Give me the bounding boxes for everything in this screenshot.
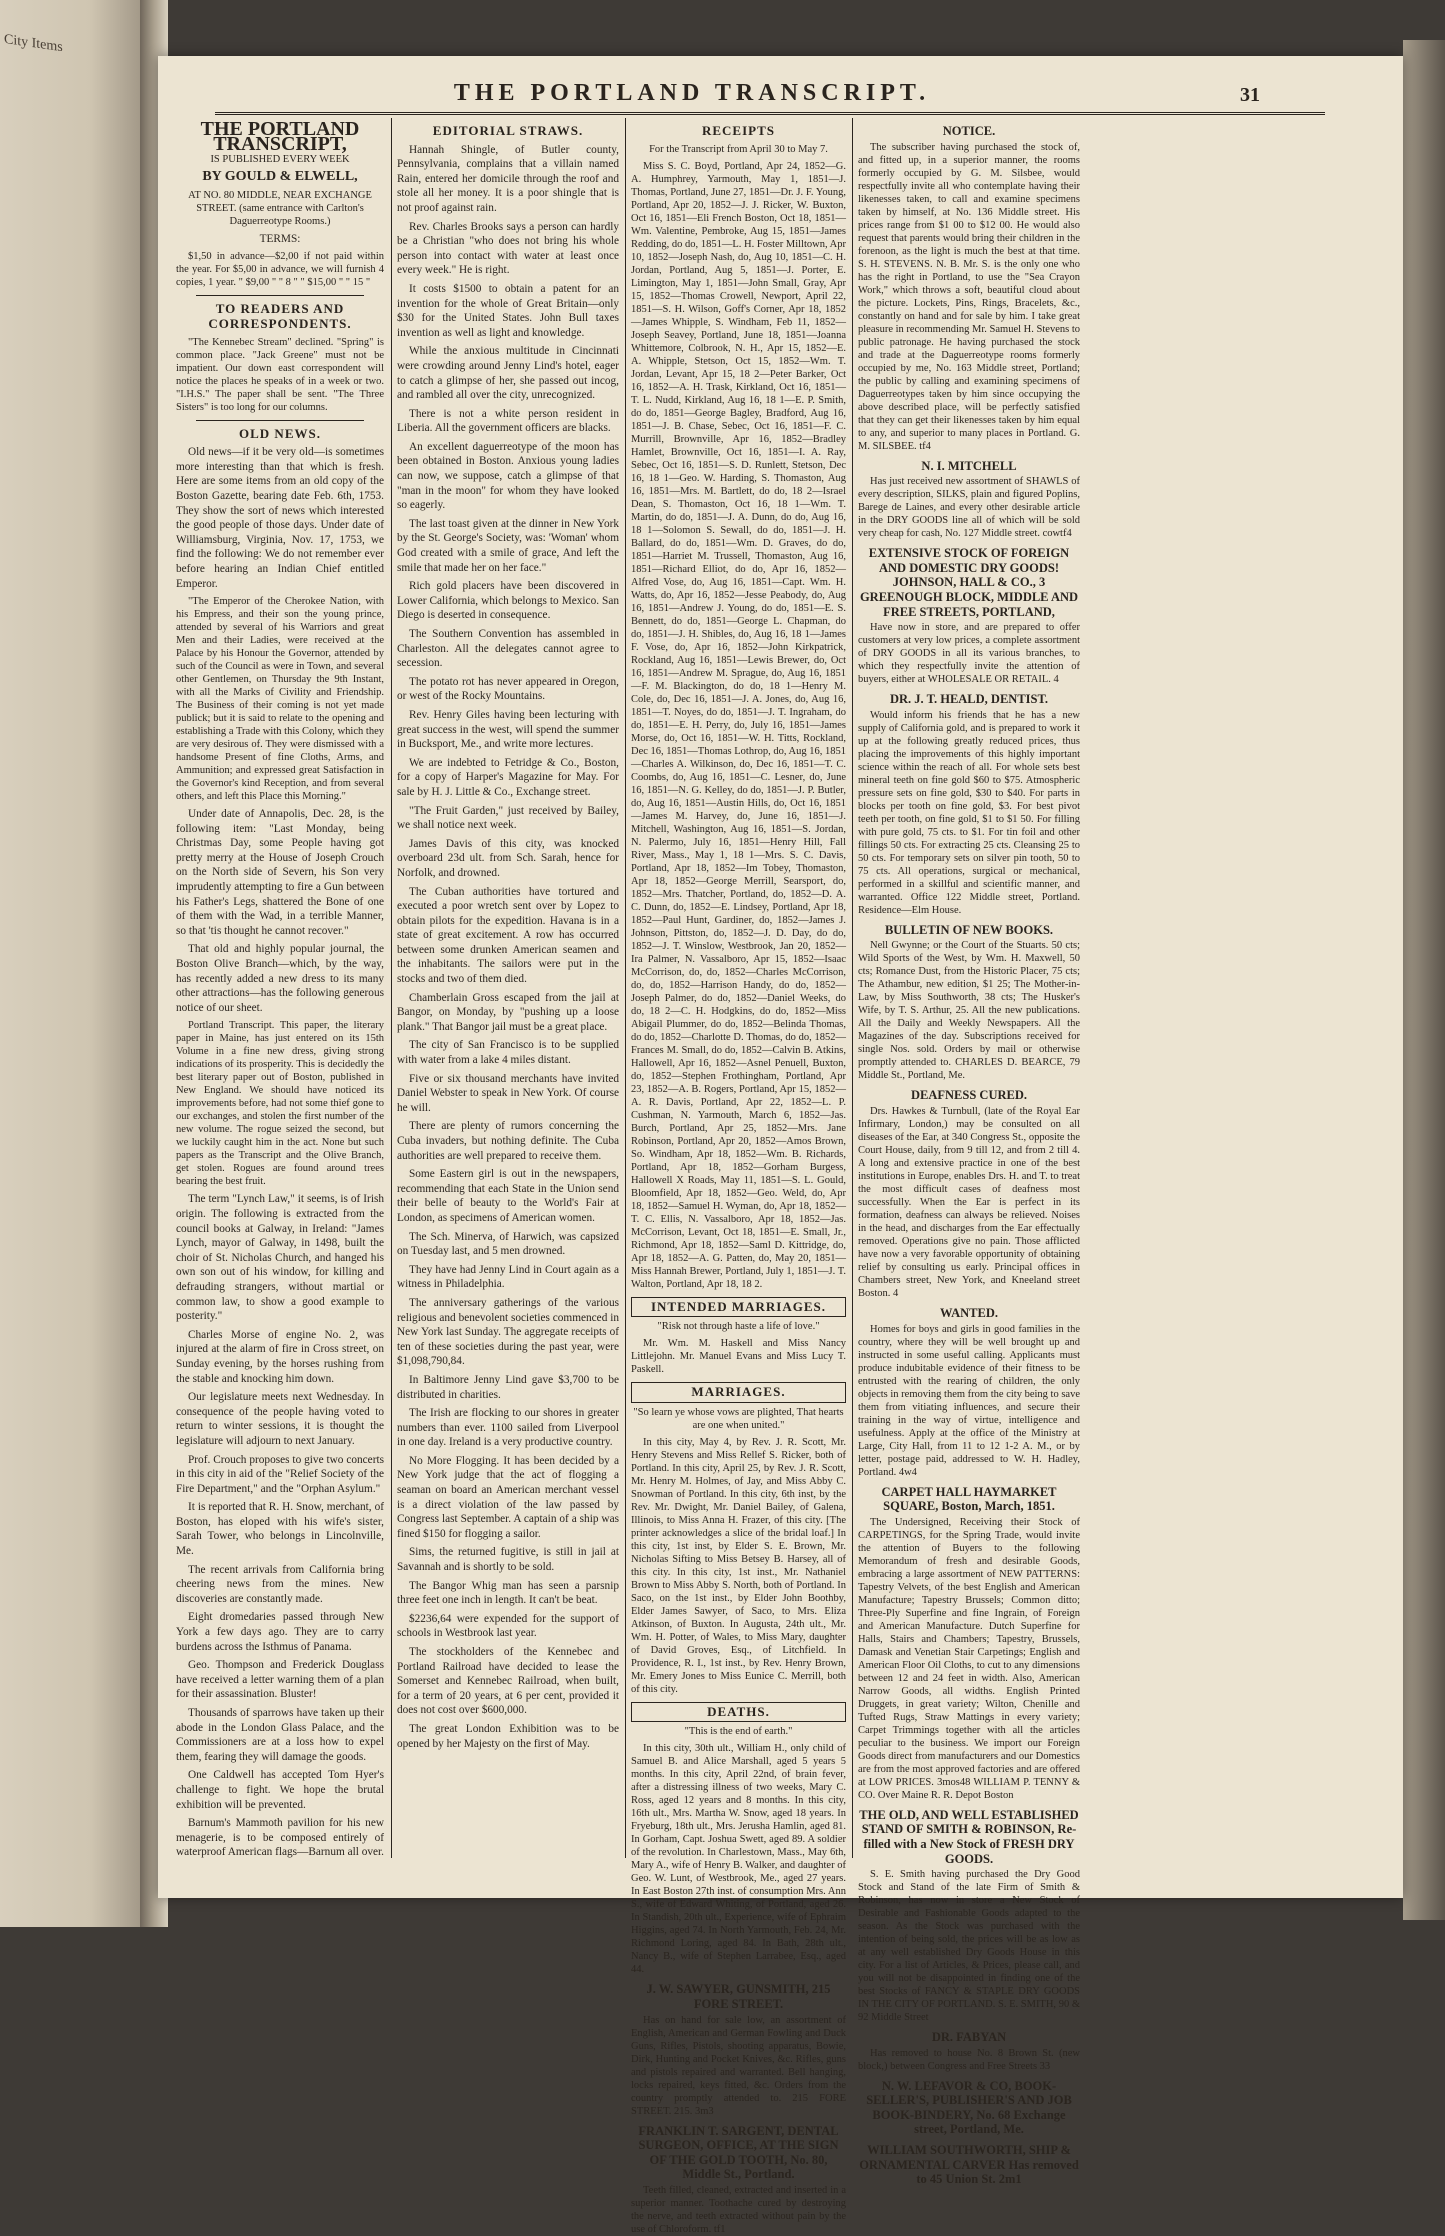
column-2	[397, 118, 619, 1858]
notice-text: The subscriber having purchased the stock of, and fitted up, in a superior manner, the rooms formerly occupied by G. M. Silsbee, would respectfully invite all who contemplate having their likenesses taken, to call and examine specimens taken by himself, at No. 136 Middle street. His prices range from $1 00 to $12 00. He would also request that parents would bring their children in the forenoon, as the light is much the best at that time. S. H. STEVENS. N. B. Mr. S. is the only one who has the right in Portland, to use the "Sea Crayon Work," which throws a soft, beautiful cloud about the picture. Lockets, Pins, Rings, Bracelets, &c., constantly on hand and for sale by him. I take great pleasure in recommending Mr. Samuel H. Stevens to public patronage. He having purchased the stock and trade at the Daguerreotype rooms formerly occupied by me, No. 163 Middle street, Portland; the public by calling and examining specimens of Daguerreotypes taken by him since occupying the above described place, will be perfectly satisfied that they can get their likenesses taken by him equal to any, and superior to many places in Portland. G. M. SILSBEE. tf4	[858, 141, 1080, 452]
page-number: 31	[1240, 84, 1260, 106]
article-paragraph: Under date of Annapolis, Dec. 28, is the following item: "Last Monday, being Christmas Day, some People having got pretty merry at the House of Joseph Crouch on the North side of Severn, his Son very imprudently attempting to fire a Gun between his Father's Legs, shattered the Bone of one of them with the Wad, in a terrible Manner, so that 'tis thought he cannot recover."	[176, 808, 384, 937]
editorial-item: The Irish are flocking to our shores in greater numbers than ever. 1100 sailed from Liverpool in one day. Ireland is a very productive country.	[397, 1407, 619, 1449]
column-1	[176, 118, 384, 1858]
deaths-quote: "This is the end of earth."	[684, 1726, 793, 1738]
correspondents-heading: TO READERS AND CORRESPONDENTS.	[208, 301, 352, 331]
smith-text: S. E. Smith having purchased the Dry Good Stock and Stand of the late Firm of Smith & Robinson, has now in store a New Stock of Desirable and Fashionable Goods adapted to the season. As the Stock was purchased with the intention of being sold, the prices will be as low as at any well established Dry Goods House in this city. For a list of Articles, & Prices, please call, and you will not be disappointed in finding one of the best Stocks of FANCY & STAPLE DRY GOODS IN THE CITY OF PORTLAND. S. E. SMITH, 90 & 92 Middle Street	[858, 1869, 1080, 2024]
publisher-line: BY GOULD & ELWELL,	[202, 169, 358, 185]
publication-title: THE PORTLAND TRANSCRIPT,	[200, 118, 360, 155]
editorial-item: There are plenty of rumors concerning the Cuba invaders, but nothing definite. The Cuba authorities are well prepared to receive them.	[397, 1120, 619, 1162]
published-line: IS PUBLISHED EVERY WEEK	[210, 154, 350, 166]
notice-heading: NOTICE.	[942, 124, 996, 138]
article-paragraph: "The Emperor of the Cherokee Nation, with his Empress, and their son the young prince, attended by several of his Warriors and great Men and their Ladies, were received at the Palace by his Honour the Governor, attended by such of the Council as were in Town, and several other Gentlemen, on Thursday the 9th Instant, with all the Marks of Civility and Friendship. The Business of their coming is not yet made publick; but it is said to relate to the opening and establishing a Trade with this Colony, which they are very desirous of. They were dismissed with a handsome Present of fine Cloths, Arms, and Ammunition; and expressed great Satisfaction in the Governor's kind Reception, and from several others, and left this Place this Morning."	[176, 596, 384, 803]
editorial-item: Chamberlain Gross escaped from the jail at Bangor, on Monday, by "pushing up a loose plank." That Bangor jail must be a great place.	[397, 991, 619, 1033]
divider	[196, 295, 364, 296]
page-edges	[1403, 40, 1445, 1920]
article-paragraph: Thousands of sparrows have taken up their abode in the London Glass Palace, and the Commissioners are at a loss how to expel them, fearing they will damage the goods.	[176, 1707, 384, 1763]
receipts-heading: RECEIPTS	[701, 123, 776, 138]
editorial-item: No More Flogging. It has been decided by a New York judge that the act of flogging a seaman on board an American merchant vessel is a direct violation of the law passed by Congress last September. A captain of a ship was fined $150 for flogging a sailor.	[397, 1454, 619, 1540]
deaths-heading: DEATHS.	[631, 1702, 846, 1723]
editorial-item: The city of San Francisco is to be supplied with water from a lake 4 miles distant.	[397, 1039, 619, 1067]
article-paragraph: It is reported that R. H. Snow, merchant, of Boston, has eloped with his wife's sister, Sarah Tower, who belongs in Lincolnville, Me.	[176, 1501, 384, 1558]
article-paragraph: One Caldwell has accepted Tom Hyer's challenge to fight. We hope the brutal exhibition will be prevented.	[176, 1769, 384, 1811]
books-heading: BULLETIN OF NEW BOOKS.	[884, 922, 1054, 937]
left-page-fragment: City Items	[4, 32, 63, 56]
editorial-item: Rich gold placers have been discovered in Lower California, which belongs to Mexico. San Diego is deserted in consequence.	[397, 580, 619, 622]
fabyan-heading: DR. FABYAN	[931, 2030, 1007, 2045]
editorial-item: In Baltimore Jenny Lind gave $3,700 to be distributed in charities.	[397, 1373, 619, 1401]
johnson-heading: EXTENSIVE STOCK OF FOREIGN AND DOMESTIC DRY GOODS! JOHNSON, HALL & CO., 3 GREENOUGH BLOCK, MIDDLE AND FREE STREETS, PORTLAND,	[859, 546, 1079, 619]
article-paragraph: Prof. Crouch proposes to give two concerts in this city in aid of the "Relief Society of the Fire Department," and the "Orphan Asylum."	[176, 1453, 384, 1495]
editorial-item: The stockholders of the Kennebec and Portland Railroad have decided to lease the Somerset and Kennebec Railroad, when built, for a term of 20 years, at 6 per cent, provided it does not cost over $600,000.	[397, 1646, 619, 1717]
wanted-text: Homes for boys and girls in good families in the country, where they will be well brought up and instructed in some useful calling. Applicants must produce indubitable evidence of their fitness to be entrusted with the rearing of children, the only objects in removing them from the city being to save them from vitiating influences, and secure their training in the way of virtue, intelligence and usefulness. Apply at the office of the Ministry at Large, City Hall, from 11 to 12 1-2 A. M., or by letter, postage paid, addressed to W. H. Hadley, Portland. 4w4	[858, 1323, 1080, 1478]
editorial-item: Sims, the returned fugitive, is still in jail at Savannah and is shortly to be sold.	[397, 1546, 619, 1574]
deafness-heading: DEAFNESS CURED.	[911, 1088, 1027, 1103]
editorial-item: Hannah Shingle, of Butler county, Pennsylvania, complains that a villain named Rain, entered her domicile through the roof and stole all her money. It is a poor shingle that is not proof against rain.	[397, 143, 619, 214]
editorial-item: While the anxious multitude in Cincinnati were crowding around Jenny Lind's hotel, eager to catch a glimpse of her, she passed out incog, and rambled all over the city, unrecognized.	[397, 345, 619, 402]
article-paragraph: The recent arrivals from California bring cheering news from the mines. New discoveries are constantly made.	[176, 1563, 384, 1605]
heald-heading: DR. J. T. HEALD, DENTIST.	[889, 692, 1049, 707]
intended-quote: "Risk not through haste a life of love."	[657, 1321, 820, 1333]
editorial-item: We are indebted to Fetridge & Co., Boston, for a copy of Harper's Magazine for May. For sale by H. J. Little & Co., Exchange street.	[397, 756, 619, 798]
sargent-ad-heading: FRANKLIN T. SARGENT, DENTAL SURGEON, OFFICE, AT THE SIGN OF THE GOLD TOOTH, No. 80, Middle St., Portland.	[638, 2123, 839, 2182]
editorial-item: It costs $1500 to obtain a patent for an invention for the whole of Great Britain—only $30 for the United States. John Bull taxes invention as well as light and knowledge.	[397, 282, 619, 339]
fabyan-text: Has removed to house No. 8 Brown St. (new block,) between Congress and Free Streets 33	[858, 2047, 1080, 2072]
receipts-subheading: For the Transcript from April 30 to May 7.	[649, 143, 828, 155]
smith-heading: THE OLD, AND WELL ESTABLISHED STAND OF SMITH & ROBINSON, Re-filled with a New Stock of FRESH DRY GOODS.	[859, 1807, 1079, 1866]
article-paragraph: Our legislature meets next Wednesday. In consequence of the people having voted to return to winter sessions, it is thought the legislature will adjourn to next January.	[176, 1391, 384, 1447]
editorial-item: The anniversary gatherings of the various religious and benevolent societies commenced in New York last Sunday. The aggregate receipts of ten of these societies during the past year, were $1,098,790,84.	[397, 1296, 619, 1368]
editorial-straws-heading: EDITORIAL STRAWS.	[432, 123, 584, 138]
address-line: AT NO. 80 MIDDLE, NEAR EXCHANGE STREET. (same entrance with Carlton's Daguerreotype Rooms.)	[188, 189, 372, 227]
column-rule	[391, 118, 392, 1858]
carpet-text: The Undersigned, Receiving their Stock of CARPETINGS, for the Spring Trade, would invite the attention of Buyers to the following Memorandum of fresh and desirable Goods, embracing a large assortment of NEW PATTERNS: Tapestry Velvets, of the best English and American Manufacture; Tapestry Brussels; Common ditto; Three-Ply Superfine and fine Ingrain, of Foreign and American Manufacture. Dutch Superfine for Halls, Stairs and Chambers; Tapestry, Brussels, Damask and Venetian Stair Carpetings; English and American Floor Oil Cloths, to cut to any dimensions between 12 and 24 feet in width. Also, American Narrow Goods, all widths. English Printed Druggets, in great variety; Wilton, Chenille and Tufted Rugs, Straw Mattings in every variety; Carpet Trimmings together with all the articles peculiar to the business. We import our Foreign Goods direct from manufacturers and our Domestics are from the most approved factories and are offered at LOW PRICES. 3mos48 WILLIAM P. TENNY & CO. Over Maine R. R. Depot Boston	[858, 1516, 1080, 1801]
marriages-list: In this city, May 4, by Rev. J. R. Scott, Mr. Henry Stevens and Miss Rellef S. Ricker, both of Portland. In this city, April 25, by Rev. J. R. Scott, Mr. Henry M. Holmes, of Jay, and Miss Abby C. Snowman of Portland. In this city, 6th inst, by the Rev. Mr. Dwight, Mr. Daniel Bailey, of Galena, Illinois, to Miss Anna H. Frazer, of this city. [The printer acknowledges a slice of the bridal loaf.] In this city, 1st inst, by Elder S. E. Brown, Mr. Nicholas Sifting to Miss Betsey B. Harsey, all of this city. In this city, 1st inst., Mr. Nathaniel Brown to Miss Abby S. North, both of Portland. In Saco, on the 1st inst., by Elder John Boothby, Elder James Sawyer, of Saco, to Mrs. Eliza Atkinson, of Buxton. In Augusta, 24th ult., Mr. Wm. H. Potter, of Wales, to Miss Mary, daughter of David Groves, Esq., of Litchfield. In Providence, R. I., 1st inst., by Rev. Henry Brown, Mr. Emery Jones to Miss Eunice C. Merrill, both of this city.	[631, 1436, 846, 1695]
editorial-item: There is not a white person resident in Liberia. All the government officers are blacks.	[397, 407, 619, 435]
article-paragraph: Barnum's Mammoth pavilion for his new menagerie, is to be composed entirely of waterproof American flags—Barnum all over.	[176, 1817, 384, 1859]
article-paragraph: Geo. Thompson and Frederick Douglass have received a letter warning them of a plan for their assassination. Bluster!	[176, 1659, 384, 1701]
mitchell-heading: N. I. MITCHELL	[921, 458, 1017, 473]
editorial-item: Five or six thousand merchants have invited Daniel Webster to speak in New York. Of course he will.	[397, 1072, 619, 1114]
carpet-heading: CARPET HALL HAYMARKET SQUARE, Boston, March, 1851.	[881, 1484, 1057, 1514]
marriages-quote: "So learn ye whose vows are plighted, That hearts are one when united."	[633, 1406, 844, 1431]
terms-text: $1,50 in advance—$2,00 if not paid within the year. For $5,00 in advance, we will furnish 4 copies, 1 year. " $9,00 " " 8 " " $15,00 " " 15 "	[176, 251, 384, 289]
editorial-item: James Davis of this city, was knocked overboard 23d ult. from Sch. Sarah, hence for Norfolk, and drowned.	[397, 837, 619, 879]
marriages-heading: MARRIAGES.	[631, 1382, 846, 1403]
article-paragraph: Charles Morse of engine No. 2, was injured at the alarm of fire in Cross street, on Sunday evening, by the horses rushing from the stable and knocking him down.	[176, 1328, 384, 1385]
article-paragraph: Old news—if it be very old—is sometimes more interesting than that which is fresh. Here are some items from an old copy of the Boston Gazette, bearing date Feb. 6th, 1753. They show the sort of news which interested the good people of those days. Under date of Williamsburg, Virginia, Nov. 17, 1753, we find the following: We do not remember ever before hearing an Indian Chief entitled Emperor.	[176, 446, 384, 590]
article-paragraph: The term "Lynch Law," it seems, is of Irish origin. The following is extracted from the council books at Galway, in Ireland: "James Lynch, mayor of Galway, in 1498, built the choir of St. Nicholas Church, and hanged his own son out of his window, for killing and defrauding strangers, without martial or common law, to show a good example to posterity."	[176, 1193, 384, 1323]
editorial-item: Some Eastern girl is out in the newspapers, recommending that each State in the Union send their belle of beauty to the World's Fair at London, as specimens of American women.	[397, 1168, 619, 1224]
correspondents-text: "The Kennebec Stream" declined. "Spring" is common place. "Jack Greene" must not be impatient. Our down east correspondent will notice the places he speaks of in a week or two. "I.H.S." The paper shall be sent. "The Three Sisters" is too long for our columns.	[176, 336, 384, 413]
editorial-item: The great London Exhibition was to be opened by her Majesty on the first of May.	[397, 1722, 619, 1750]
column-4	[858, 118, 1080, 2187]
sargent-ad-text: Teeth filled, cleaned, extracted and inserted in a superior manner. Toothache cured by destroying the nerve, and teeth extracted without pain by the use of Chloroform. tf1	[631, 2184, 846, 2235]
editorial-item: Rev. Charles Brooks says a person can hardly be a Christian "who does not bring his whole person into contact with water at least once every week." He is right.	[397, 220, 619, 277]
masthead	[232, 80, 1152, 107]
editorial-item: The last toast given at the dinner in New York by the St. George's Society, was: 'Woman' whom God created with a smile of grace, And left the smile that made her on her face."	[397, 517, 619, 574]
editorial-item: They have had Jenny Lind in Court again as a witness in Philadelphia.	[397, 1263, 619, 1291]
divider	[196, 420, 364, 421]
receipts-list: Miss S. C. Boyd, Portland, Apr 24, 1852—G. A. Humphrey, Yarmouth, May 1, 1851—J. Thomas, Portland, June 27, 1851—Dr. J. F. Young, Portland, Apr 20, 1852—J. J. Ricker, W. Buxton, Oct 16, 1851—Eli French Boston, Oct 18, 1851—Wm. Valentine, Pembroke, Aug 15, 1851—James Redding, do do, 1851—L. H. Foster Milltown, Apr 10, 1852—Joseph Nash, do, Aug 10, 1851—C. H. Jordan, Portland, Aug 5, 1851—J. Porter, E. Limington, May 1, 1851—John Small, Gray, Apr 15, 1852—Thomas Crowell, Newport, April 22, 1851—S. H. Wilson, Goff's Corner, Apr 18, 1852—James Whipple, S. Windham, Feb 11, 1852—Joseph Seavey, Portland, June 18, 1851—Joanna Whittemore, Colbrook, N. H., Apr 15, 1852—E. A. Whipple, Stetson, Oct 15, 1852—Wm. T. Jordan, Levant, Apr 15, 18 2—Peter Barker, Oct 16, 1852—A. H. Trask, Kirkland, Oct 16, 1851—T. L. Nudd, Kirkland, Aug 16, 18 1—E. P. Smith, do do, 1851—George Bagley, Bradford, Aug 16, 1851—J. B. Chase, Sebec, Oct 16, 1851—F. C. Murrill, Brownville, Apr 16, 1852—Bradley Hamlet, Brownville, Oct 16, 1851—I. A. Ray, Sebec, Oct 16, 1851—S. D. Runlett, Stetson, Dec 16, 18 1—Geo. W. Harding, S. Thomaston, Aug 16, 1851—Mrs. M. Bartlett, do do, 18 2—Israel Dean, S. Thomaston, Oct 16, 18 1—Wm. T. Martin, do do, 1851—J. A. Dunn, do do, Aug 16, 18 1—Solomon S. Sewall, do do, 1851—J. H. Ballard, do do, 1851—Wm. D. Graves, do do, 1851—Harriet M. Trussell, Thomaston, Aug 16, 1851—Richard Elliot, do do, Apr 16, 1852—Alfred Vose, do, Aug 16, 1851—Capt. Wm. H. Watts, do, Apr 16, 1852—Jesse Peabody, do, Aug 16, 1851—Andrew J. Young, do do, 1851—E. S. Bennett, do do, 1851—George L. Chapman, do do, 1851—J. H. Shibles, do, Aug 16, 18 1—James F. Vose, do, Apr 16, 1852—John Kirkpatrick, Rockland, Aug 16, 1851—Lewis Brewer, do, Oct 16, 1851—Andrew M. Sprague, do, Aug 16, 1851—F. M. Blackington, do do, 18 1—Henry M. Cole, do, Dec 16, 1851—J. A. Jones, do, Aug 16, 1851—T. Noyes, do do, 1851—J. T. Ingraham, do do, 1851—E. H. Perry, do, July 16, 1851—James Morse, do, Oct 16, 1851—W. H. Titts, Rockland, Dec 16, 1851—Thomas Lothrop, do, Aug 16, 1851—Charles A. Wilkinson, do, Dec 16, 1851—T. C. Coombs, do, Aug 16, 1851—C. Lesner, do, June 16, 1851—N. G. Kelley, do do, 1851—J. P. Butler, do, Aug 16, 1851—Austin Hills, do, Oct 16, 1851—James M. Harvey, do, June 16, 1851—J. Mitchell, Washington, Aug 16, 1851—S. Jordan, N. Palermo, July 16, 1851—Henry Hill, Fall River, Mass., May 1, 18 1—Mrs. S. C. Davis, Portland, Apr 18, 1852—Im Tobey, Thomaston, Apr 18, 1852—George Merrill, Searsport, do, 1852—Mrs. Thatcher, Portland, do, 1852—D. A. C. Dunn, do, 1852—E. Lindsey, Portland, Apr 18, 1852—Paul Hunt, Gardiner, do, 1852—James J. Johnson, Pittston, do, 1852—J. D. Day, do do, 1852—J. T. Winslow, Westbrook, Jan 20, 1852—Ira Palmer, N. Vassalboro, Apr 15, 1852—Isaac McCorrison, do, do, 1852—Charles McCorrison, do, do, 1852—Harrison Handy, do do, 1852—Joseph Palmer, do do, 1852—Daniel Weeks, do do, 18 2—C. H. Hodgkins, do do, 1852—Miss Abigail Plummer, do do, 1852—Belinda Thomas, do do, 1852—Charlotte D. Thomas, do do, 1852—Frances M. Small, do do, 1852—Calvin B. Atkins, Hallowell, Apr 16, 1852—Asnel Penuell, Buxton, do, 1852—Stephen Frothingham, Portland, Apr 23, 1852—A. B. Rogers, Portland, Apr 15, 1852—A. R. Davis, Portland, Apr 22, 1852—L. P. Cushman, N. Yarmouth, March 6, 1852—Jas. Burch, Portland, Apr 25, 1852—Mrs. Jane Robinson, Portland, Apr 20, 1852—Amos Brown, So. Windham, Apr 18, 1852—Wm. B. Richards, Portland, Apr 18, 1852—Gorham Burgess, Hallowell X Roads, May 11, 1851—S. L. Gould, Bloomfield, Apr 18, 1852—Geo. Weld, do, Apr 18, 1852—Samuel H. Wyman, do, Apr 18, 1852—T. C. Ellis, N. Vassalboro, Apr 18, 1852—Jas. McCorrison, Levant, Oct 18, 1851—E. Small, Jr., Richmond, Apr 18, 1852—Saml D. Kittridge, do, Apr 18, 1852—A. G. Patten, do, May 20, 1851—Miss Hannah Brewer, Portland, July 1, 1851—J. T. Walton, Portland, Apr 18, 18 2.	[631, 160, 846, 1290]
sawyer-ad-text: Has on hand for sale low, an assortment of English, American and German Fowling and Duck Guns, Rifles, Pistols, shooting apparatus, Bowie, Dirk, Hunting and Pocket Knives, &c. Rifles, guns and pistols repaired and warranted. Bell hanging, locks repaired, keys fitted, &c. Orders from the country promptly attended to. 215 FORE STREET. 215. 3m3	[631, 2014, 846, 2117]
editorial-item: An excellent daguerreotype of the moon has been obtained in Boston. Anxious young ladies can now, we suppose, catch a glimpse of that "man in the moon" for whom they have looked so eagerly.	[397, 440, 619, 512]
column-rule	[852, 118, 853, 1858]
editorial-item: The Sch. Minerva, of Harwich, was capsized on Tuesday last, and 5 men drowned.	[397, 1230, 619, 1258]
article-paragraph: That old and highly popular journal, the Boston Olive Branch—which, by the way, has recently added a new dress to its many other attractions—has the following generous notice of our sheet.	[176, 943, 384, 1014]
editorial-item: The potato rot has never appeared in Oregon, or west of the Rocky Mountains.	[397, 675, 619, 703]
old-news-heading: OLD NEWS.	[239, 425, 321, 441]
heald-text: Would inform his friends that he has a new supply of California gold, and is prepared to work it up at the following greatly reduced prices, thus placing the improvements of this highly important science within the reach of all. For whole sets best mineral teeth on fine gold $60 to $75. Atmospheric pressure sets on fine gold, $30 to $40. For parts in blocks per tooth on fine gold, $3. For best pivot teeth per tooth, on fine gold, $1 to $1 50. For filling with pure gold, 75 cts. to $1. For tin foil and other fillings 50 cts. For extracting 25 cts. Cleansing 25 to 50 cts. For temporary sets on silver pin tooth, 50 to 75 cts. All operations, surgical or mechanical, performed in a skillful and scientific manner, and warranted. Office 122 Middle street, Portland. Residence—Elm House.	[858, 709, 1080, 916]
editorial-items	[397, 143, 619, 1752]
masthead-rule	[215, 112, 1325, 115]
lefavor-ad: N. W. LEFAVOR & CO, BOOK-SELLER'S, PUBLISHER'S AND JOB BOOK-BINDERY, No. 68 Exchange street, Portland, Me.	[866, 2078, 1072, 2137]
column-rule	[625, 118, 626, 1858]
editorial-item: "The Fruit Garden," just received by Bailey, we shall notice next week.	[397, 804, 619, 832]
column-3	[631, 118, 846, 2235]
editorial-item: The Bangor Whig man has seen a parsnip three feet one inch in length. It can't be beat.	[397, 1579, 619, 1607]
editorial-item: The Southern Convention has assembled in Charleston. All the delegates cannot agree to secession.	[397, 628, 619, 670]
left-facing-page	[0, 0, 150, 1927]
sawyer-ad-heading: J. W. SAWYER, GUNSMITH, 215 FORE STREET.	[646, 1982, 831, 2011]
books-text: Nell Gwynne; or the Court of the Stuarts. 50 cts; Wild Sports of the West, by Wm. H. Maxwell, 50 cts; Romance Dust, from the Historic Placer, 75 cts; The Athambur, new edition, $1 25; The Mother-in-Law, by Miss Southworth, 38 cts; The Husker's Wife, by T. S. Arthur, 25. All the new publications. All the Daily and Weekly Newspapers. All the Magazines of the day. Subscriptions received for single Nos. sold. Orders by mail or otherwise promptly attended to. CHARLES D. BEARCE, 79 Middle St., Portland, Me.	[858, 940, 1080, 1082]
deaths-list: In this city, 30th ult., William H., only child of Samuel B. and Alice Marshall, aged 5 years 5 months. In this city, April 22nd, of brain fever, after a distressing illness of two weeks, Mary C. Ross, aged 12 years and 8 months. In this city, 16th ult., Mrs. Martha W. Snow, aged 18 years. In Fryeburg, 18th ult., Mrs. Jerusha Hamlin, aged 81. In Gorham, Capt. Joshua Swett, aged 89. A soldier of the revolution. In Charlestown, Mass., May 6th, Mary A., wife of Henry B. Walker, and daughter of Geo. W. Lunt, of Westbrook, Me., aged 27 years. In East Boston 27th inst. of consumption Mrs. Ann S., wife of Edward Whiting, of Portland, aged 26. In Standish, 20th ult., Experience, wife of Ephraim Higgins, aged 74. In North Yarmouth, Feb. 24, Mr. Richmond Loring, aged 84. In Bath, 28th ult., Nancy B., wife of Stephen Larrabee, Esq., aged 44.	[631, 1743, 846, 1976]
editorial-item: The Cuban authorities have tortured and executed a poor wretch sent over by Lopez to obtain pilots for the expedition. Havana is in a state of great excitement. A row has occurred between some drunken American seamen and the inhabitants. The sailors were put in the stocks and two of them died.	[397, 885, 619, 986]
intended-list: Mr. Wm. M. Haskell and Miss Nancy Littlejohn. Mr. Manuel Evans and Miss Lucy T. Paskell.	[631, 1338, 846, 1376]
southworth-ad: WILLIAM SOUTHWORTH, SHIP & ORNAMENTAL CARVER Has removed to 45 Union St. 2m1	[859, 2143, 1079, 2187]
johnson-text: Have now in store, and are prepared to offer customers at very low prices, a complete assortment of DRY GOODS in all its various branches, to which they respectfully invite the attention of buyers, either at WHOLESALE OR RETAIL. 4	[858, 622, 1080, 686]
deafness-text: Drs. Hawkes & Turnbull, (late of the Royal Ear Infirmary, London,) may be consulted on all diseases of the Ear, at 340 Congress St., opposite the Court House, daily, from 9 till 12, and from 2 till 4. A long and extensive practice in one of the best institutions in Europe, enables Drs. H. and T. to treat the most difficult cases of deafness most successfully. When the Ear is perfect in its formation, deafness can always be relieved. Noises in the head, and discharges from the Ear effectually removed. Operations give no pain. Those afflicted have now a very favorable opportunity of obtaining relief by consulting us early. Principal offices in Chambers street, New York, and Kneeland street Boston. 4	[858, 1105, 1080, 1299]
terms-heading: TERMS:	[259, 232, 301, 245]
article-paragraph: Eight dromedaries passed through New York a few days ago. They are to carry burdens across the Isthmus of Panama.	[176, 1611, 384, 1653]
intended-marriages-heading: INTENDED MARRIAGES.	[631, 1297, 846, 1318]
article-paragraph: Portland Transcript. This paper, the literary paper in Maine, has just entered on its 15th Volume in a fine new dress, giving strong indications of its prosperity. This is decidedly the best literary paper out of Boston, published in New England. We should have noticed its improvements before, had not some thief gone to our exchanges, and stolen the first number of the new volume. The rogue seized the second, but we luckily caught him in the act. None but such papers as the Transcript and the Olive Branch, get stolen. Rogues are found around trees bearing the best fruit.	[176, 1020, 384, 1188]
editorial-item: $2236,64 were expended for the support of schools in Westbrook last year.	[397, 1612, 619, 1640]
masthead-title: THE PORTLAND TRANSCRIPT.	[453, 80, 931, 106]
wanted-heading: WANTED.	[940, 1305, 998, 1320]
editorial-item: Rev. Henry Giles having been lecturing with great success in the west, will spend the summer in Bucksport, Me., and write more lectures.	[397, 708, 619, 751]
mitchell-text: Has just received new assortment of SHAWLS of every description, SILKS, plain and figured Poplins, Barege de Laines, and every other desirable article in the DRY GOODS line all of which will be sold very cheap for cash, No. 127 Middle street. cowtf4	[858, 476, 1080, 540]
